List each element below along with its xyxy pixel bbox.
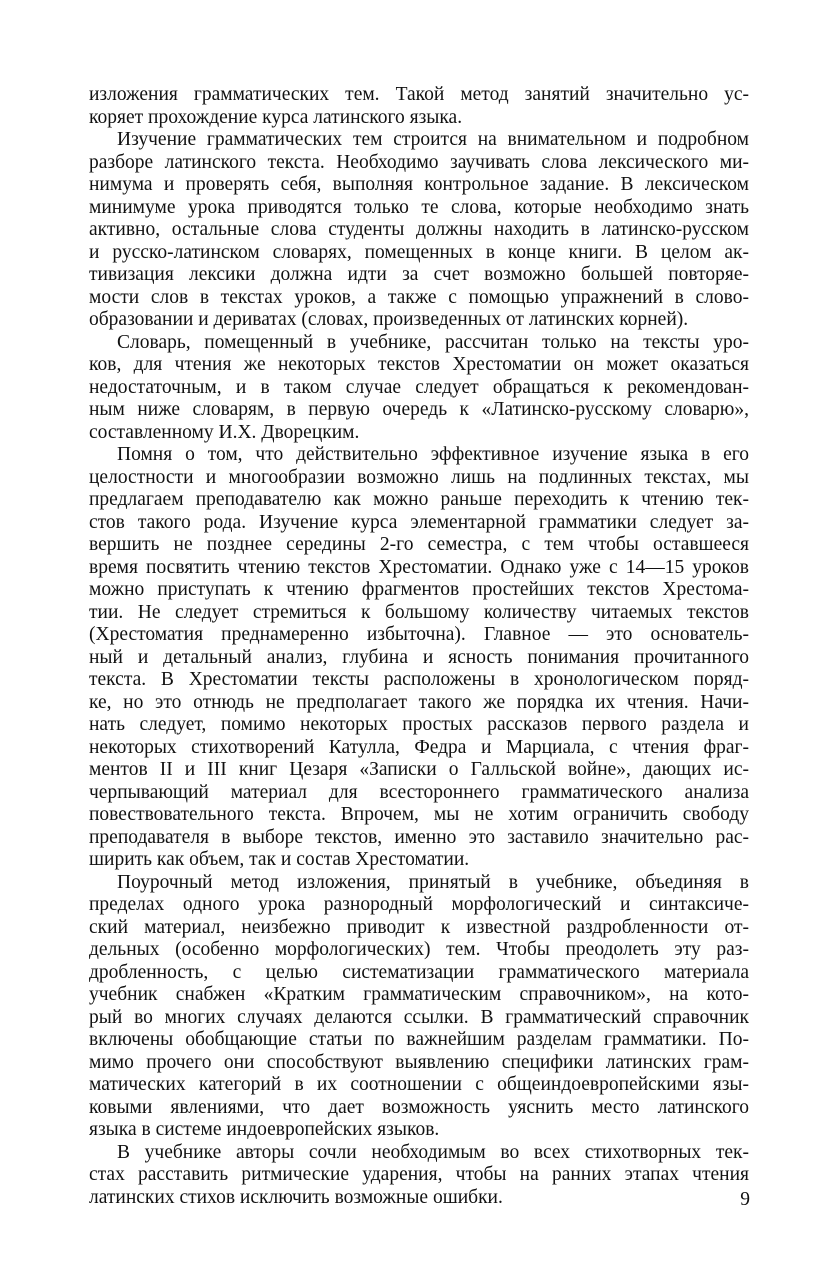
text-line: преподавателя в выборе текстов, именно это заставило значительно рас- [89,826,749,848]
text-line: образовании и дериватах (словах, произведенных от латинских корней). [89,309,689,330]
text-line: ков, для чтения же некоторых текстов Хрестоматии он может оказаться [89,354,749,375]
text-line: черпывающий материал для всестороннего грамматического анализа [89,781,749,803]
text-line: пределах одного урока разнородный морфологический и синтаксиче- [89,894,749,915]
text-line: можно приступать к чтению фрагментов простейших текстов Хрестома- [89,579,749,600]
text-line: матических категорий в их соотношении с общеиндоевропейскими язы- [89,1074,749,1095]
text-line: предлагаем преподавателю как можно раньше переходить к чтению тек- [89,489,749,510]
text-line: ковыми явлениями, что дает возможность уяснить место латинского [89,1096,749,1118]
text-line: некоторых стихотворений Катулла, Федра и Марциала, с чтения фраг- [89,736,749,758]
text-line: разборе латинского текста. Необходимо заучивать слова лексического ми- [89,151,749,173]
text-line: время посвятить чтению текстов Хрестоматии. Однако уже с 14—15 уроков [89,556,749,578]
text-line: целостности и многообразии возможно лишь на подлинных текстах, мы [89,466,749,488]
text-line: Словарь, помещенный в учебнике, рассчитан только на тексты уро- [117,331,749,353]
text-line: изложения грамматических тем. Такой метод занятий значительно ус- [89,84,749,105]
text-line: дельных (особенно морфологических) тем. Чтобы преодолеть эту раз- [89,939,749,960]
text-line: тии. Не следует стремиться к большому количеству читаемых текстов [89,601,749,623]
body-text [89,84,749,1209]
text-line: ширить как объем, так и состав Хрестоматии. [89,849,470,870]
text-line: языка в системе индоевропейских языков. [89,1119,440,1140]
text-line: (Хрестоматия преднамеренно избыточна). Главное — это основатель- [89,624,749,645]
text-line: В учебнике авторы сочли необходимым во всех стихотворных тек- [117,1141,749,1163]
text-line: вершить не позднее середины 2-го семестра, с тем чтобы оставшееся [89,534,749,555]
text-line: ный и детальный анализ, глубина и ясность понимания прочитанного [89,646,749,668]
text-line: учебник снабжен «Кратким грамматическим справочником», на кото- [89,984,749,1005]
text-line: нимума и проверять себя, выполняя контрольное задание. В лексическом [89,174,749,195]
text-line: недостаточным, и в таком случае следует обращаться к рекомендован- [89,376,749,398]
text-line: мости слов в текстах уроков, а также с помощью упражнений в слово- [89,286,749,308]
text-line: включены обобщающие статьи по важнейшим разделам грамматики. По- [89,1029,749,1050]
text-line: тивизация лексики должна идти за счет возможно большей повторяе- [89,264,749,285]
text-line: латинских стихов исключить возможные ошибки. [89,1186,503,1208]
text-line: ментов II и III книг Цезаря «Записки о Галльской войне», дающих ис- [89,759,749,780]
text-line: ский материал, неизбежно приводит к известной раздробленности от- [89,916,749,938]
text-line: Поурочный метод изложения, принятый в учебнике, объединяя в [117,871,749,893]
text-line: коряет прохождение курса латинского языка. [89,106,463,128]
text-line: нать следует, помимо некоторых простых рассказов первого раздела и [89,714,749,735]
text-line: текста. В Хрестоматии тексты расположены в хронологическом поряд- [89,669,749,690]
text-line: стов такого рода. Изучение курса элементарной грамматики следует за- [89,511,749,533]
text-line: Помня о том, что действительно эффективное изучение языка в его [117,444,749,465]
text-line: ным ниже словарям, в первую очередь к «Латинско-русскому словарю», [89,399,749,420]
text-line: ке, но это отнюдь не предполагает такого же порядка их чтения. Начи- [89,691,749,713]
text-line: Изучение грамматических тем строится на внимательном и подробном [117,129,749,150]
text-line: составленному И.Х. Дворецким. [89,421,360,443]
text-line: мимо прочего они способствуют выявлению специфики латинских грам- [89,1051,749,1073]
text-line: повествовательного текста. Впрочем, мы не хотим ограничить свободу [89,804,749,825]
text-line: активно, остальные слова студенты должны находить в латинско-русском [89,219,749,240]
text-line: стах расставить ритмические ударения, чтобы на ранних этапах чтения [89,1164,749,1185]
text-line: рый во многих случаях делаются ссылки. В грамматический справочник [89,1006,749,1028]
page-number: 9 [740,1189,750,1210]
text-line: и русско-латинском словарях, помещенных в конце книги. В целом ак- [89,241,749,263]
text-line: дробленность, с целью систематизации грамматического материала [89,961,749,983]
text-line: минимуме урока приводятся только те слова, которые необходимо знать [89,196,749,218]
